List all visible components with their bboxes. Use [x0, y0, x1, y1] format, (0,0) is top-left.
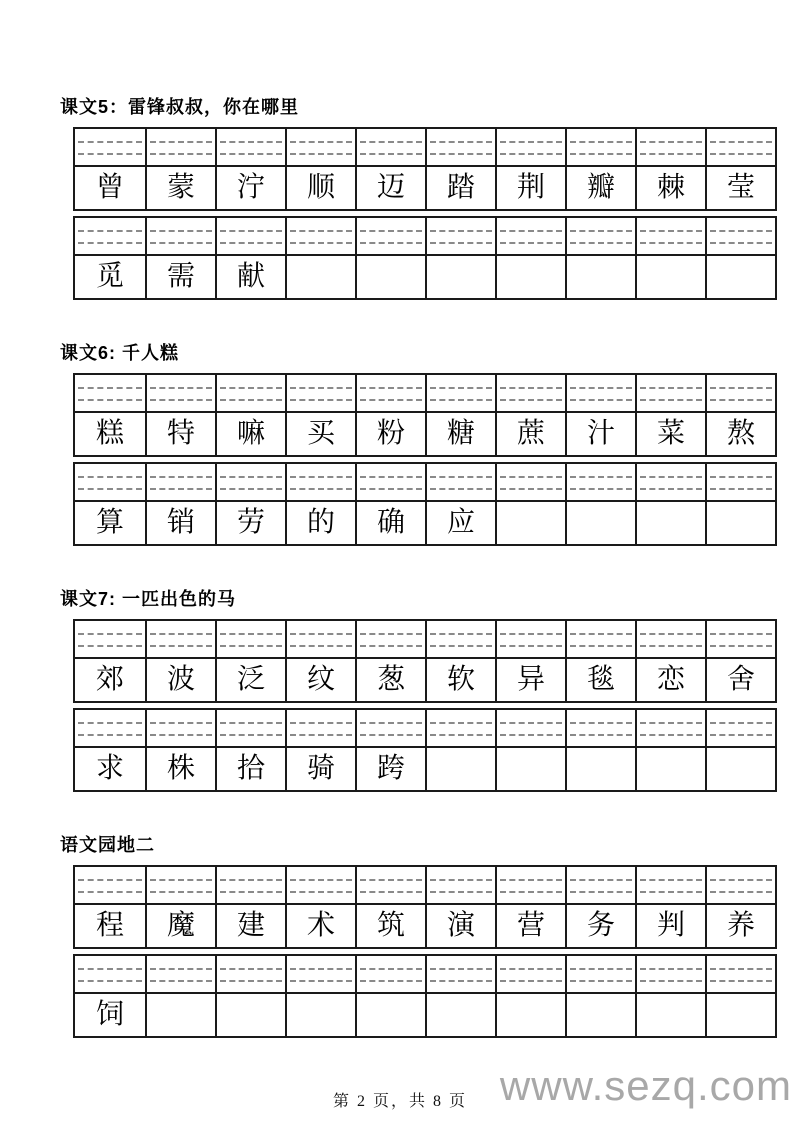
character-cell: 判	[635, 905, 705, 947]
character-cell	[565, 748, 635, 790]
lesson-section	[0, 589, 800, 792]
character-cell: 棘	[635, 167, 705, 209]
character-row	[75, 903, 775, 947]
lesson-section	[0, 97, 800, 300]
character-cell: 蔗	[495, 413, 565, 455]
watermark-text: www.sezq.com	[499, 1062, 792, 1109]
table-row-group	[73, 216, 777, 300]
pinyin-practice-cell	[75, 710, 145, 746]
pinyin-practice-cell	[565, 218, 635, 254]
pinyin-practice-cell	[705, 218, 775, 254]
pinyin-practice-cell	[705, 867, 775, 903]
character-cell: 拾	[215, 748, 285, 790]
table-row-group	[73, 619, 777, 703]
pinyin-practice-cell	[285, 129, 355, 165]
pinyin-practice-cell	[495, 464, 565, 500]
pinyin-practice-cell	[565, 956, 635, 992]
pinyin-practice-cell	[425, 621, 495, 657]
character-practice-table	[73, 127, 777, 300]
pinyin-practice-cell	[355, 464, 425, 500]
pinyin-practice-cell	[215, 621, 285, 657]
pinyin-practice-cell	[145, 464, 215, 500]
section-title: 课文6: 千人糕	[60, 343, 180, 363]
character-cell	[425, 748, 495, 790]
pinyin-practice-cell	[215, 464, 285, 500]
character-cell: 需	[145, 256, 215, 298]
character-cell	[285, 994, 355, 1036]
pinyin-practice-cell	[425, 218, 495, 254]
pinyin-practice-cell	[75, 218, 145, 254]
pinyin-practice-cell	[285, 464, 355, 500]
pinyin-practice-cell	[145, 375, 215, 411]
pinyin-practice-cell	[75, 464, 145, 500]
pinyin-practice-cell	[75, 956, 145, 992]
lesson-section	[0, 343, 800, 546]
character-cell	[285, 256, 355, 298]
character-cell: 郊	[95, 664, 124, 695]
pinyin-practice-cell	[145, 621, 215, 657]
character-cell: 恋	[635, 659, 705, 701]
pinyin-practice-cell	[705, 129, 775, 165]
character-cell: 嘛	[215, 413, 285, 455]
character-cell: 异	[495, 659, 565, 701]
table-row-group	[73, 865, 777, 949]
pinyin-practice-cell	[565, 710, 635, 746]
pinyin-practice-cell	[425, 129, 495, 165]
character-cell: 蒙	[145, 167, 215, 209]
character-cell: 术	[285, 905, 355, 947]
character-cell	[705, 256, 775, 298]
pinyin-practice-cell	[425, 375, 495, 411]
character-cell	[635, 502, 705, 544]
pinyin-practice-cell	[495, 621, 565, 657]
character-cell: 瓣	[565, 167, 635, 209]
pinyin-practice-cell	[285, 218, 355, 254]
character-cell: 建	[215, 905, 285, 947]
pinyin-practice-cell	[705, 621, 775, 657]
table-row-group	[73, 462, 777, 546]
pinyin-practice-cell	[635, 956, 705, 992]
character-cell: 务	[565, 905, 635, 947]
character-cell: 营	[495, 905, 565, 947]
section-title: 语文园地二	[60, 835, 155, 855]
character-cell: 纹	[285, 659, 355, 701]
pinyin-practice-cell	[355, 129, 425, 165]
character-row	[75, 500, 775, 544]
pinyin-guide-row	[75, 464, 775, 500]
pinyin-practice-cell	[215, 867, 285, 903]
character-cell: 魔	[145, 905, 215, 947]
table-row-group	[73, 954, 777, 1038]
pinyin-practice-cell	[355, 867, 425, 903]
pinyin-practice-cell	[635, 621, 705, 657]
pinyin-practice-cell	[565, 867, 635, 903]
pinyin-practice-cell	[425, 867, 495, 903]
character-cell: 程	[95, 910, 124, 941]
pinyin-practice-cell	[635, 867, 705, 903]
pinyin-practice-cell	[215, 218, 285, 254]
character-cell: 跨	[355, 748, 425, 790]
character-row	[75, 992, 775, 1036]
pinyin-practice-cell	[635, 375, 705, 411]
section-title: 课文7: 一匹出色的马	[60, 589, 237, 609]
character-cell	[565, 994, 635, 1036]
character-practice-table	[73, 373, 777, 546]
character-cell: 泛	[215, 659, 285, 701]
pinyin-practice-cell	[425, 464, 495, 500]
character-cell	[705, 748, 775, 790]
pinyin-practice-cell	[565, 375, 635, 411]
character-cell: 顺	[285, 167, 355, 209]
character-cell	[495, 502, 565, 544]
character-cell	[705, 994, 775, 1036]
character-cell	[635, 256, 705, 298]
character-cell: 熬	[705, 413, 775, 455]
character-cell: 糖	[425, 413, 495, 455]
pinyin-practice-cell	[565, 464, 635, 500]
section-title: 课文5：雷锋叔叔，你在哪里	[60, 97, 300, 117]
character-cell: 求	[95, 753, 124, 784]
character-row	[75, 411, 775, 455]
pinyin-practice-cell	[495, 956, 565, 992]
pinyin-practice-cell	[355, 218, 425, 254]
pinyin-practice-cell	[635, 129, 705, 165]
character-cell	[495, 256, 565, 298]
character-cell	[355, 994, 425, 1036]
character-cell: 觅	[95, 261, 124, 292]
character-row	[75, 657, 775, 701]
character-cell: 筑	[355, 905, 425, 947]
character-cell: 确	[355, 502, 425, 544]
pinyin-practice-cell	[495, 867, 565, 903]
character-cell: 株	[145, 748, 215, 790]
pinyin-guide-row	[75, 621, 775, 657]
pinyin-practice-cell	[215, 710, 285, 746]
character-cell: 软	[425, 659, 495, 701]
pinyin-practice-cell	[285, 867, 355, 903]
pinyin-practice-cell	[355, 375, 425, 411]
character-cell	[635, 748, 705, 790]
pinyin-practice-cell	[425, 956, 495, 992]
character-cell	[425, 994, 495, 1036]
pinyin-practice-cell	[145, 710, 215, 746]
character-cell: 毯	[565, 659, 635, 701]
character-cell	[355, 256, 425, 298]
pinyin-practice-cell	[495, 710, 565, 746]
pinyin-guide-row	[75, 129, 775, 165]
character-row	[75, 254, 775, 298]
pinyin-practice-cell	[75, 621, 145, 657]
character-cell: 应	[425, 502, 495, 544]
pinyin-practice-cell	[705, 710, 775, 746]
character-cell: 波	[145, 659, 215, 701]
character-cell: 献	[215, 256, 285, 298]
character-cell: 骑	[285, 748, 355, 790]
pinyin-guide-row	[75, 867, 775, 903]
character-cell: 荆	[495, 167, 565, 209]
pinyin-practice-cell	[215, 375, 285, 411]
pinyin-practice-cell	[145, 218, 215, 254]
character-cell: 买	[285, 413, 355, 455]
character-cell	[495, 994, 565, 1036]
pinyin-guide-row	[75, 710, 775, 746]
character-cell: 曾	[95, 172, 124, 203]
pinyin-practice-cell	[705, 956, 775, 992]
pinyin-practice-cell	[145, 956, 215, 992]
pinyin-practice-cell	[495, 129, 565, 165]
page-number-text: 第 2 页，共 8 页	[332, 1093, 467, 1110]
pinyin-practice-cell	[635, 218, 705, 254]
character-cell: 饲	[95, 999, 124, 1030]
pinyin-practice-cell	[75, 375, 145, 411]
pinyin-practice-cell	[285, 375, 355, 411]
character-cell: 莹	[705, 167, 775, 209]
character-cell	[565, 256, 635, 298]
pinyin-guide-row	[75, 375, 775, 411]
pinyin-practice-cell	[565, 129, 635, 165]
character-cell: 泞	[215, 167, 285, 209]
table-row-group	[73, 708, 777, 792]
character-cell: 粉	[355, 413, 425, 455]
pinyin-practice-cell	[635, 464, 705, 500]
table-row-group	[73, 373, 777, 457]
pinyin-practice-cell	[145, 867, 215, 903]
character-row	[75, 165, 775, 209]
pinyin-practice-cell	[355, 621, 425, 657]
pinyin-practice-cell	[495, 375, 565, 411]
character-cell: 踏	[425, 167, 495, 209]
pinyin-practice-cell	[355, 710, 425, 746]
pinyin-practice-cell	[215, 129, 285, 165]
character-cell	[565, 502, 635, 544]
character-cell	[215, 994, 285, 1036]
pinyin-practice-cell	[285, 956, 355, 992]
character-cell: 菜	[635, 413, 705, 455]
character-cell: 的	[285, 502, 355, 544]
pinyin-guide-row	[75, 956, 775, 992]
pinyin-practice-cell	[495, 218, 565, 254]
character-cell	[495, 748, 565, 790]
character-practice-table	[73, 619, 777, 792]
character-row	[75, 746, 775, 790]
pinyin-practice-cell	[285, 621, 355, 657]
pinyin-practice-cell	[145, 129, 215, 165]
character-cell	[705, 502, 775, 544]
character-cell: 葱	[355, 659, 425, 701]
character-cell: 演	[425, 905, 495, 947]
character-cell: 销	[145, 502, 215, 544]
pinyin-practice-cell	[285, 710, 355, 746]
pinyin-guide-row	[75, 218, 775, 254]
character-cell: 迈	[355, 167, 425, 209]
character-cell	[425, 256, 495, 298]
pinyin-practice-cell	[565, 621, 635, 657]
character-cell: 汁	[565, 413, 635, 455]
pinyin-practice-cell	[635, 710, 705, 746]
pinyin-practice-cell	[215, 956, 285, 992]
pinyin-practice-cell	[75, 867, 145, 903]
pinyin-practice-cell	[75, 129, 145, 165]
character-practice-table	[73, 865, 777, 1038]
table-row-group	[73, 127, 777, 211]
pinyin-practice-cell	[425, 710, 495, 746]
character-cell	[635, 994, 705, 1036]
character-cell: 舍	[705, 659, 775, 701]
lesson-section	[0, 835, 800, 1038]
pinyin-practice-cell	[705, 464, 775, 500]
character-cell: 劳	[215, 502, 285, 544]
character-cell: 糕	[95, 418, 124, 449]
character-cell: 养	[705, 905, 775, 947]
character-cell: 特	[145, 413, 215, 455]
pinyin-practice-cell	[705, 375, 775, 411]
pinyin-practice-cell	[355, 956, 425, 992]
character-cell	[145, 994, 215, 1036]
character-cell: 算	[95, 507, 124, 538]
